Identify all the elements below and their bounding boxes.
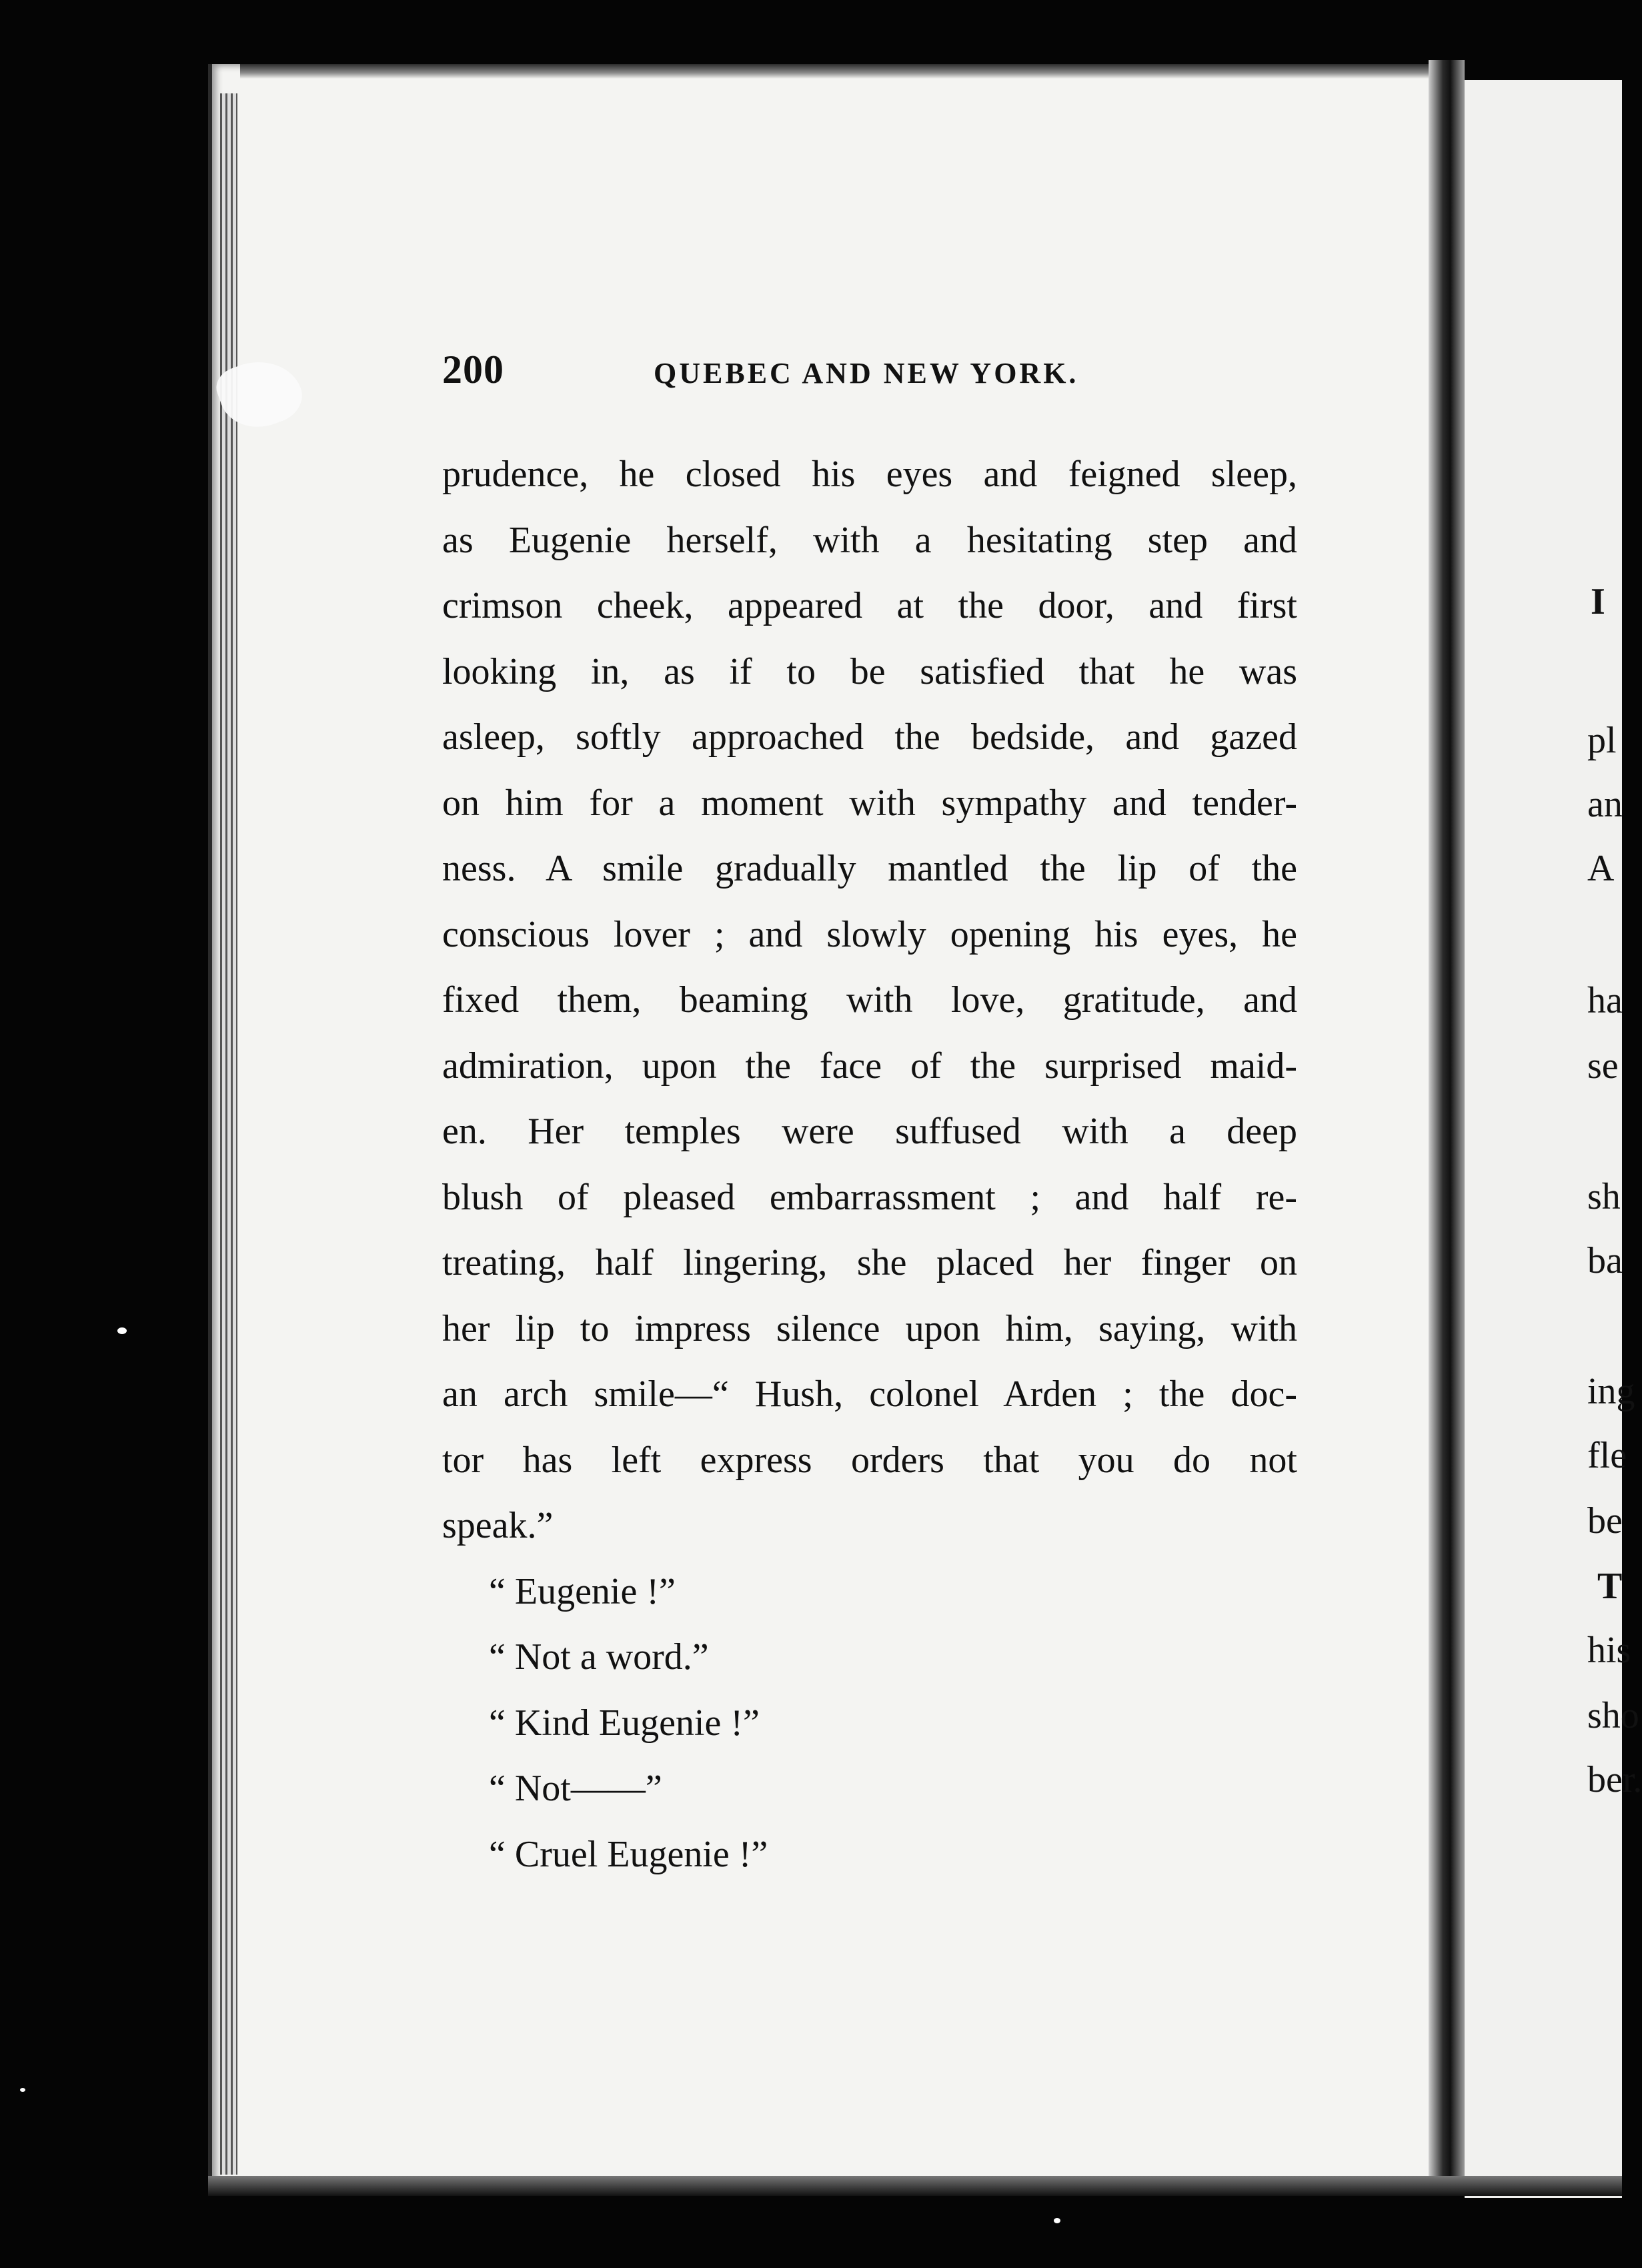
facing-page-fragment: T (1597, 1566, 1623, 1607)
facing-page-fragment: an (1587, 784, 1623, 825)
text-line: fixed them, beaming with love, gratitude, and (442, 979, 1297, 1021)
text-line: crimson cheek, appeared at the door, and first (442, 585, 1297, 626)
scan-speck (1054, 2218, 1060, 2223)
facing-page-fragment: his (1587, 1630, 1631, 1671)
text-line: ness. A smile gradually mantled the lip of the (442, 848, 1297, 889)
facing-page-fragment: A (1587, 848, 1615, 889)
dialogue-line: “ Cruel Eugenie !” (489, 1833, 768, 1875)
text-line: her lip to impress silence upon him, saying, with (442, 1307, 1297, 1349)
facing-page-fragment: ber. (1587, 1759, 1642, 1800)
text-line: asleep, softly approached the bedside, and gazed (442, 716, 1297, 758)
facing-page-fragment: fle (1587, 1435, 1627, 1476)
facing-page-fragment: ing (1587, 1371, 1635, 1412)
text-line: looking in, as if to be satisfied that he was (442, 650, 1297, 692)
text-line: blush of pleased embarrassment ; and half re- (442, 1176, 1297, 1218)
dialogue-line: “ Eugenie !” (489, 1570, 676, 1612)
facing-page-fragment: pl (1587, 720, 1617, 761)
page-top-shadow (240, 64, 1434, 79)
scan-speck (117, 1327, 127, 1334)
text-line: conscious lover ; and slowly opening his eyes, he (442, 913, 1297, 955)
facing-page-fragment: se (1587, 1045, 1619, 1087)
facing-page-fragment: be (1587, 1500, 1623, 1542)
dialogue-line: “ Kind Eugenie !” (489, 1702, 760, 1744)
facing-page-fragment: I (1591, 581, 1605, 622)
dialogue-line: “ Not——” (489, 1768, 662, 1809)
facing-page-fragment: ha (1587, 980, 1623, 1021)
book-gutter (1429, 60, 1465, 2195)
page-bottom-shadow (208, 2176, 1622, 2196)
page-number: 200 (442, 348, 504, 392)
text-line: admiration, upon the face of the surprised maid- (442, 1045, 1297, 1087)
text-line: prudence, he closed his eyes and feigned sleep, (442, 454, 1297, 495)
text-line: speak.” (442, 1505, 554, 1546)
facing-page-fragment: sh (1587, 1176, 1621, 1217)
text-line: as Eugenie herself, with a hesitating step and (442, 519, 1297, 561)
right-page (1465, 80, 1622, 2198)
text-line: treating, half lingering, she placed her finger on (442, 1242, 1297, 1283)
text-line: en. Her temples were suffused with a deep (442, 1111, 1297, 1152)
facing-page-fragment: ba (1587, 1240, 1623, 1281)
dialogue-line: “ Not a word.” (489, 1636, 709, 1678)
text-line: on him for a moment with sympathy and tender- (442, 782, 1297, 824)
facing-page-fragment: sho (1587, 1695, 1639, 1736)
scan-speck (20, 2088, 25, 2092)
text-line: an arch smile—“ Hush, colonel Arden ; the doc- (442, 1373, 1297, 1415)
text-line: tor has left express orders that you do not (442, 1439, 1297, 1481)
running-title: QUEBEC AND NEW YORK. (654, 357, 1079, 390)
body-text (442, 442, 1297, 1887)
